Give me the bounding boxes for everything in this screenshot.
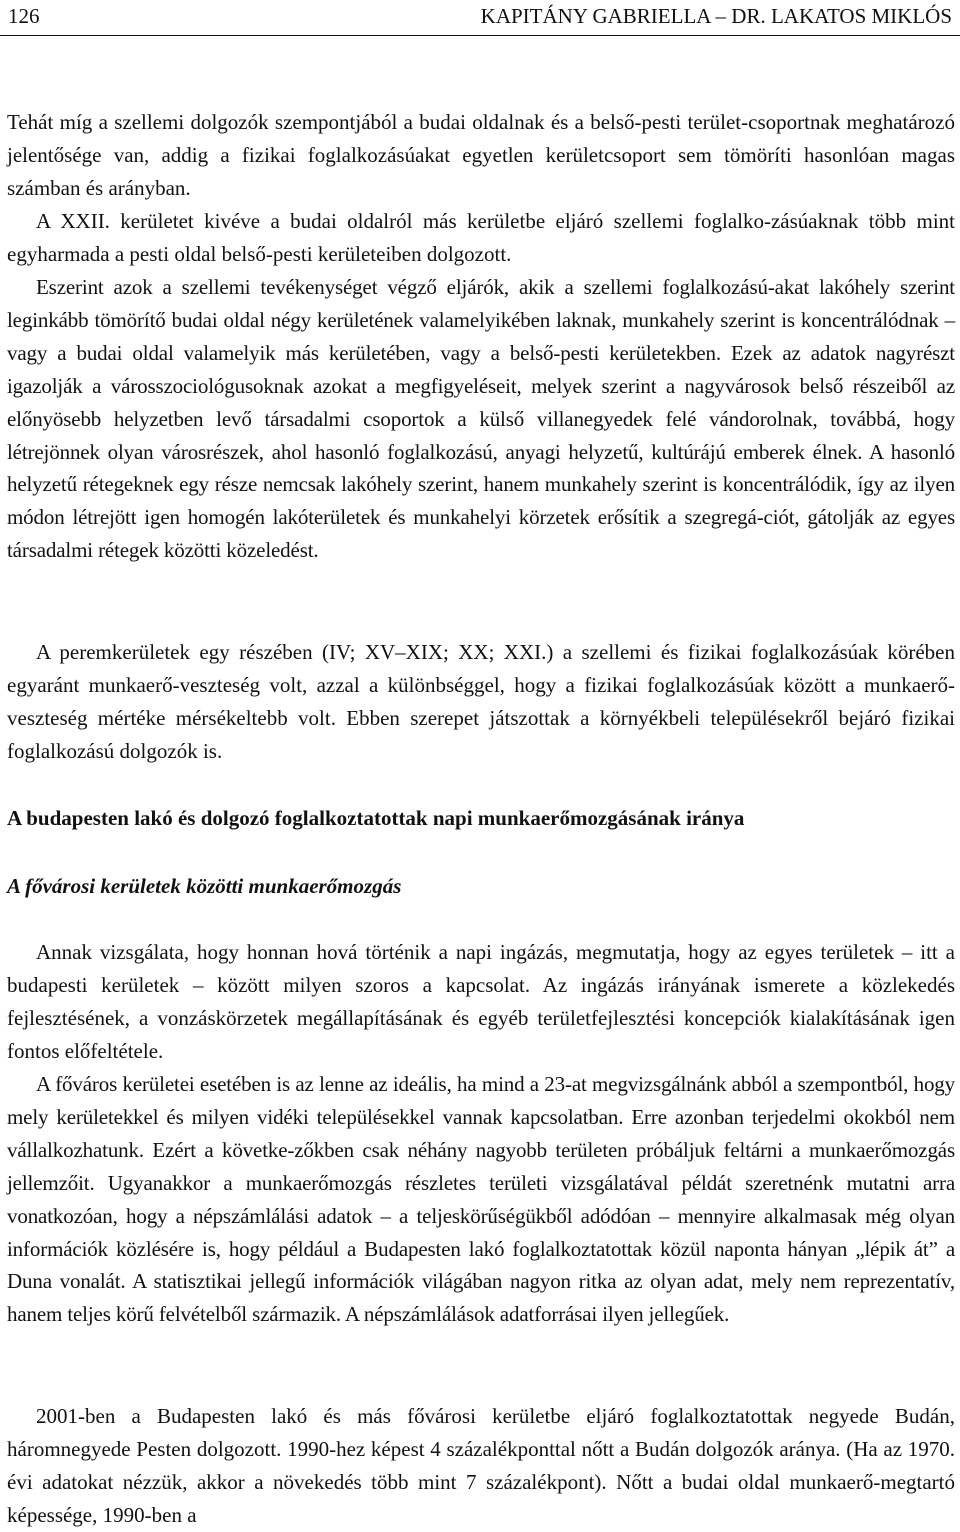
paragraph: Annak vizsgálata, hogy honnan hová történik a napi ingázás, megmutatja, hogy az egyes területek – itt a budapesti kerületek – között milyen szoros a kapcsolat. Az ingázás irányának ismerete a közlekedés fejlesztésének, a vonzáskörzetek megállapításának és egyéb területfejlesztési koncepciók kialakításának igen fontos előfeltétele. [7,940,955,1063]
paragraph: A főváros kerületei esetében is az lenne az ideális, ha mind a 23-at megvizsgálnánk abból a szempontból, hogy mely kerületekkel és milyen vidéki településekkel vannak kapcsolatban. Erre azonban terjedelmi okokból nem vállalkozhatunk. Ezért a követke-zőkben csak néhány nagyobb területen próbáljuk feltárni a munkaerőmozgás jellemzőit. Ugyanakkor a munkaerőmozgás részletes területi vizsgálatával példát szeretnénk mutatni arra vonatkozóan, hogy a népszámlálási adatok – a teljeskörűségükből adódóan – mennyire alkalmasak még olyan információk közlésére is, hogy például a Budapesten lakó foglalkoztatottak közül naponta hányan „lépik át” a Duna vonalát. A statisztikai jellegű információk világában nagyon ritka az olyan adat, mely nem reprezentatív, hanem teljes körű felvételből származik. A népszámlálások adatforrásai ilyen jellegűek. [7,1072,955,1327]
paragraph: Tehát míg a szellemi dolgozók szempontjából a budai oldalnak és a belső-pesti terület-csoportnak meghatározó jelentősége van, addig a fizikai foglalkozásúakat egyetlen kerületcsoport sem tömöríti hasonlóan magas számban és arányban. [7,110,955,200]
section-heading: A budapesten lakó és dolgozó foglalkoztatottak napi munkaerőmozgásának iránya [7,806,745,830]
paragraph: A XXII. kerületet kivéve a budai oldalról más kerületbe eljáró szellemi foglalko-zásúaknak több mint egyharmada a pesti oldal belső-pesti kerületeiben dolgozott. [7,209,955,266]
header-rule [0,35,960,36]
page-header [0,4,960,34]
paragraph: A peremkerületek egy részében (IV; XV–XIX; XX; XXI.) a szellemi és fizikai foglalkozásúak körében egyaránt munkaerő-veszteség volt, azzal a különbséggel, hogy a fizikai foglalkozásúak között a munkaerő-veszteség mértéke mérsékeltebb volt. Ebben szerepet játszottak a környékbeli településekről bejáró fizikai foglalkozású dolgozók is. [7,640,955,763]
paragraph: Eszerint azok a szellemi tevékenységet végző eljárók, akik a szellemi foglalkozású-akat lakóhely szerint leginkább tömörítő budai oldal négy kerületének valamelyikében laknak, munkahely szerint is koncentrálódnak – vagy a budai oldal valamelyik más kerületében, vagy a belső-pesti kerületekben. Ezek az adatok nagyrészt igazolják a városszociológusoknak azokat a megfigyeléseit, melyek szerint a nagyvárosok belső részeiből az előnyösebb helyzetben levő társadalmi csoportok a külső villanegyedek felé vándorolnak, továbbá, hogy létrejönnek olyan városrészek, ahol hasonló foglalkozású, anyagi helyzetű, kultúrájú emberek élnek. A hasonló helyzetű rétegeknek egy része nemcsak lakóhely szerint, hanem munkahely szerint is koncentrálódik, így az ilyen módon létrejött igen homogén lakóterületek és munkahelyi körzetek erősítik a szegregá-ciót, gátolják az egyes társadalmi rétegek közötti közeledést. [7,275,955,563]
running-title: KAPITÁNY GABRIELLA – DR. LAKATOS MIKLÓS [480,4,952,28]
page-number: 126 [8,4,40,28]
paragraph: 2001-ben a Budapesten lakó és más fővárosi kerületbe eljáró foglalkoztatottak negyede Budán, háromnegyede Pesten dolgozott. 1990-hez képest 4 százalékponttal nőtt a Budán dolgozók aránya. (Ha az 1970. évi adatokat nézzük, akkor a növekedés több mint 7 százalékpont). Nőtt a budai oldal munkaerő-megtartó képessége, 1990-ben a [7,1404,955,1527]
subsection-heading: A fővárosi kerületek közötti munkaerőmozgás [7,874,402,898]
